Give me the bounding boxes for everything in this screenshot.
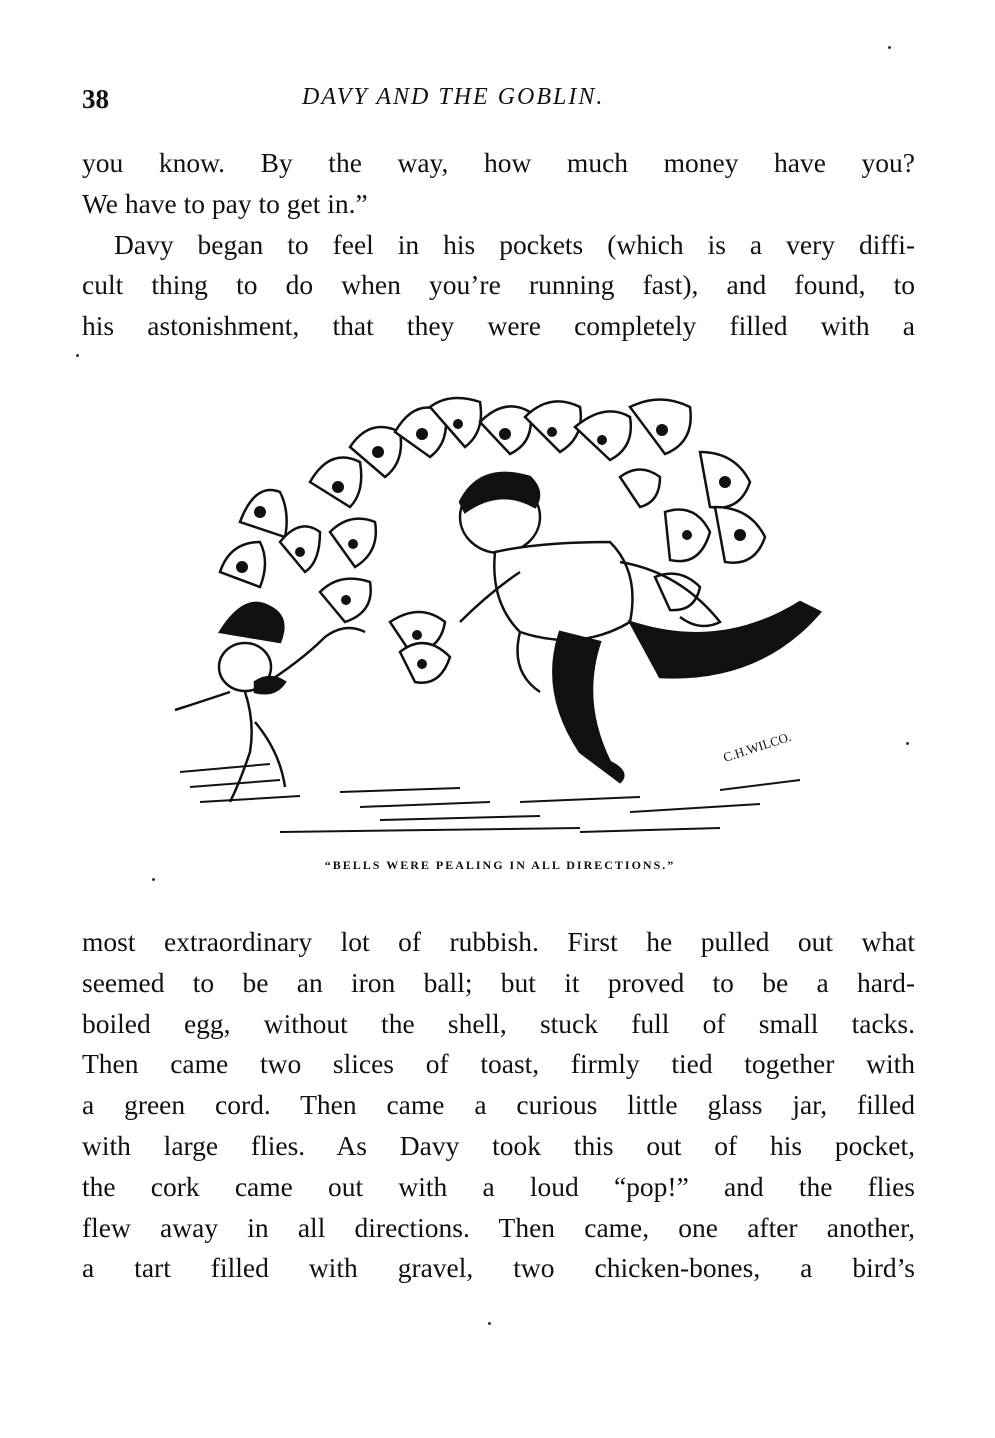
text-line: you know. By the way, how much money have you?	[82, 147, 915, 178]
text-line: most extraordinary lot of rubbish. First he pulled out what	[82, 926, 915, 957]
ground-lines	[180, 764, 800, 832]
text-block-bottom	[82, 922, 915, 1289]
text-line: cult thing to do when you’re running fast), and found, to	[82, 269, 915, 301]
goblin-figure	[175, 603, 365, 802]
page-number: 38	[82, 84, 109, 114]
text-line: boiled egg, without the shell, stuck full of small tacks.	[82, 1007, 915, 1039]
text-line: with large flies. As Davy took this out of his pocket,	[82, 1129, 915, 1161]
figure-caption: “BELLS WERE PEALING IN ALL DIRECTIONS.”	[324, 858, 676, 872]
paper-speck	[152, 878, 155, 881]
paper-speck	[76, 354, 79, 357]
text-line: a tart filled with gravel, two chicken-bones, a bird’s	[82, 1252, 915, 1284]
bells-illustration	[160, 392, 840, 842]
running-title: DAVY AND THE GOBLIN.	[302, 84, 605, 110]
text-line: the cork came out with a loud “pop!” and the flies	[82, 1170, 915, 1202]
text-block-top	[82, 143, 915, 347]
paper-speck	[906, 742, 909, 745]
text-line: a green cord. Then came a curious little glass jar, filled	[82, 1089, 915, 1121]
text-line: seemed to be an iron ball; but it proved to be a hard-	[82, 966, 915, 998]
text-line: flew away in all directions. Then came, one after another,	[82, 1211, 915, 1243]
artist-signature: C.H.WILCO.	[721, 728, 793, 765]
paper-speck	[488, 1322, 491, 1325]
page-header	[82, 84, 917, 118]
paper-speck	[888, 46, 891, 49]
text-line: Davy began to feel in his pockets (which is a very diffi-	[114, 228, 915, 260]
text-line: Then came two slices of toast, firmly tied together with	[82, 1048, 915, 1080]
text-line: We have to pay to get in.”	[82, 187, 368, 219]
text-line: his astonishment, that they were completely filled with a	[82, 310, 915, 342]
